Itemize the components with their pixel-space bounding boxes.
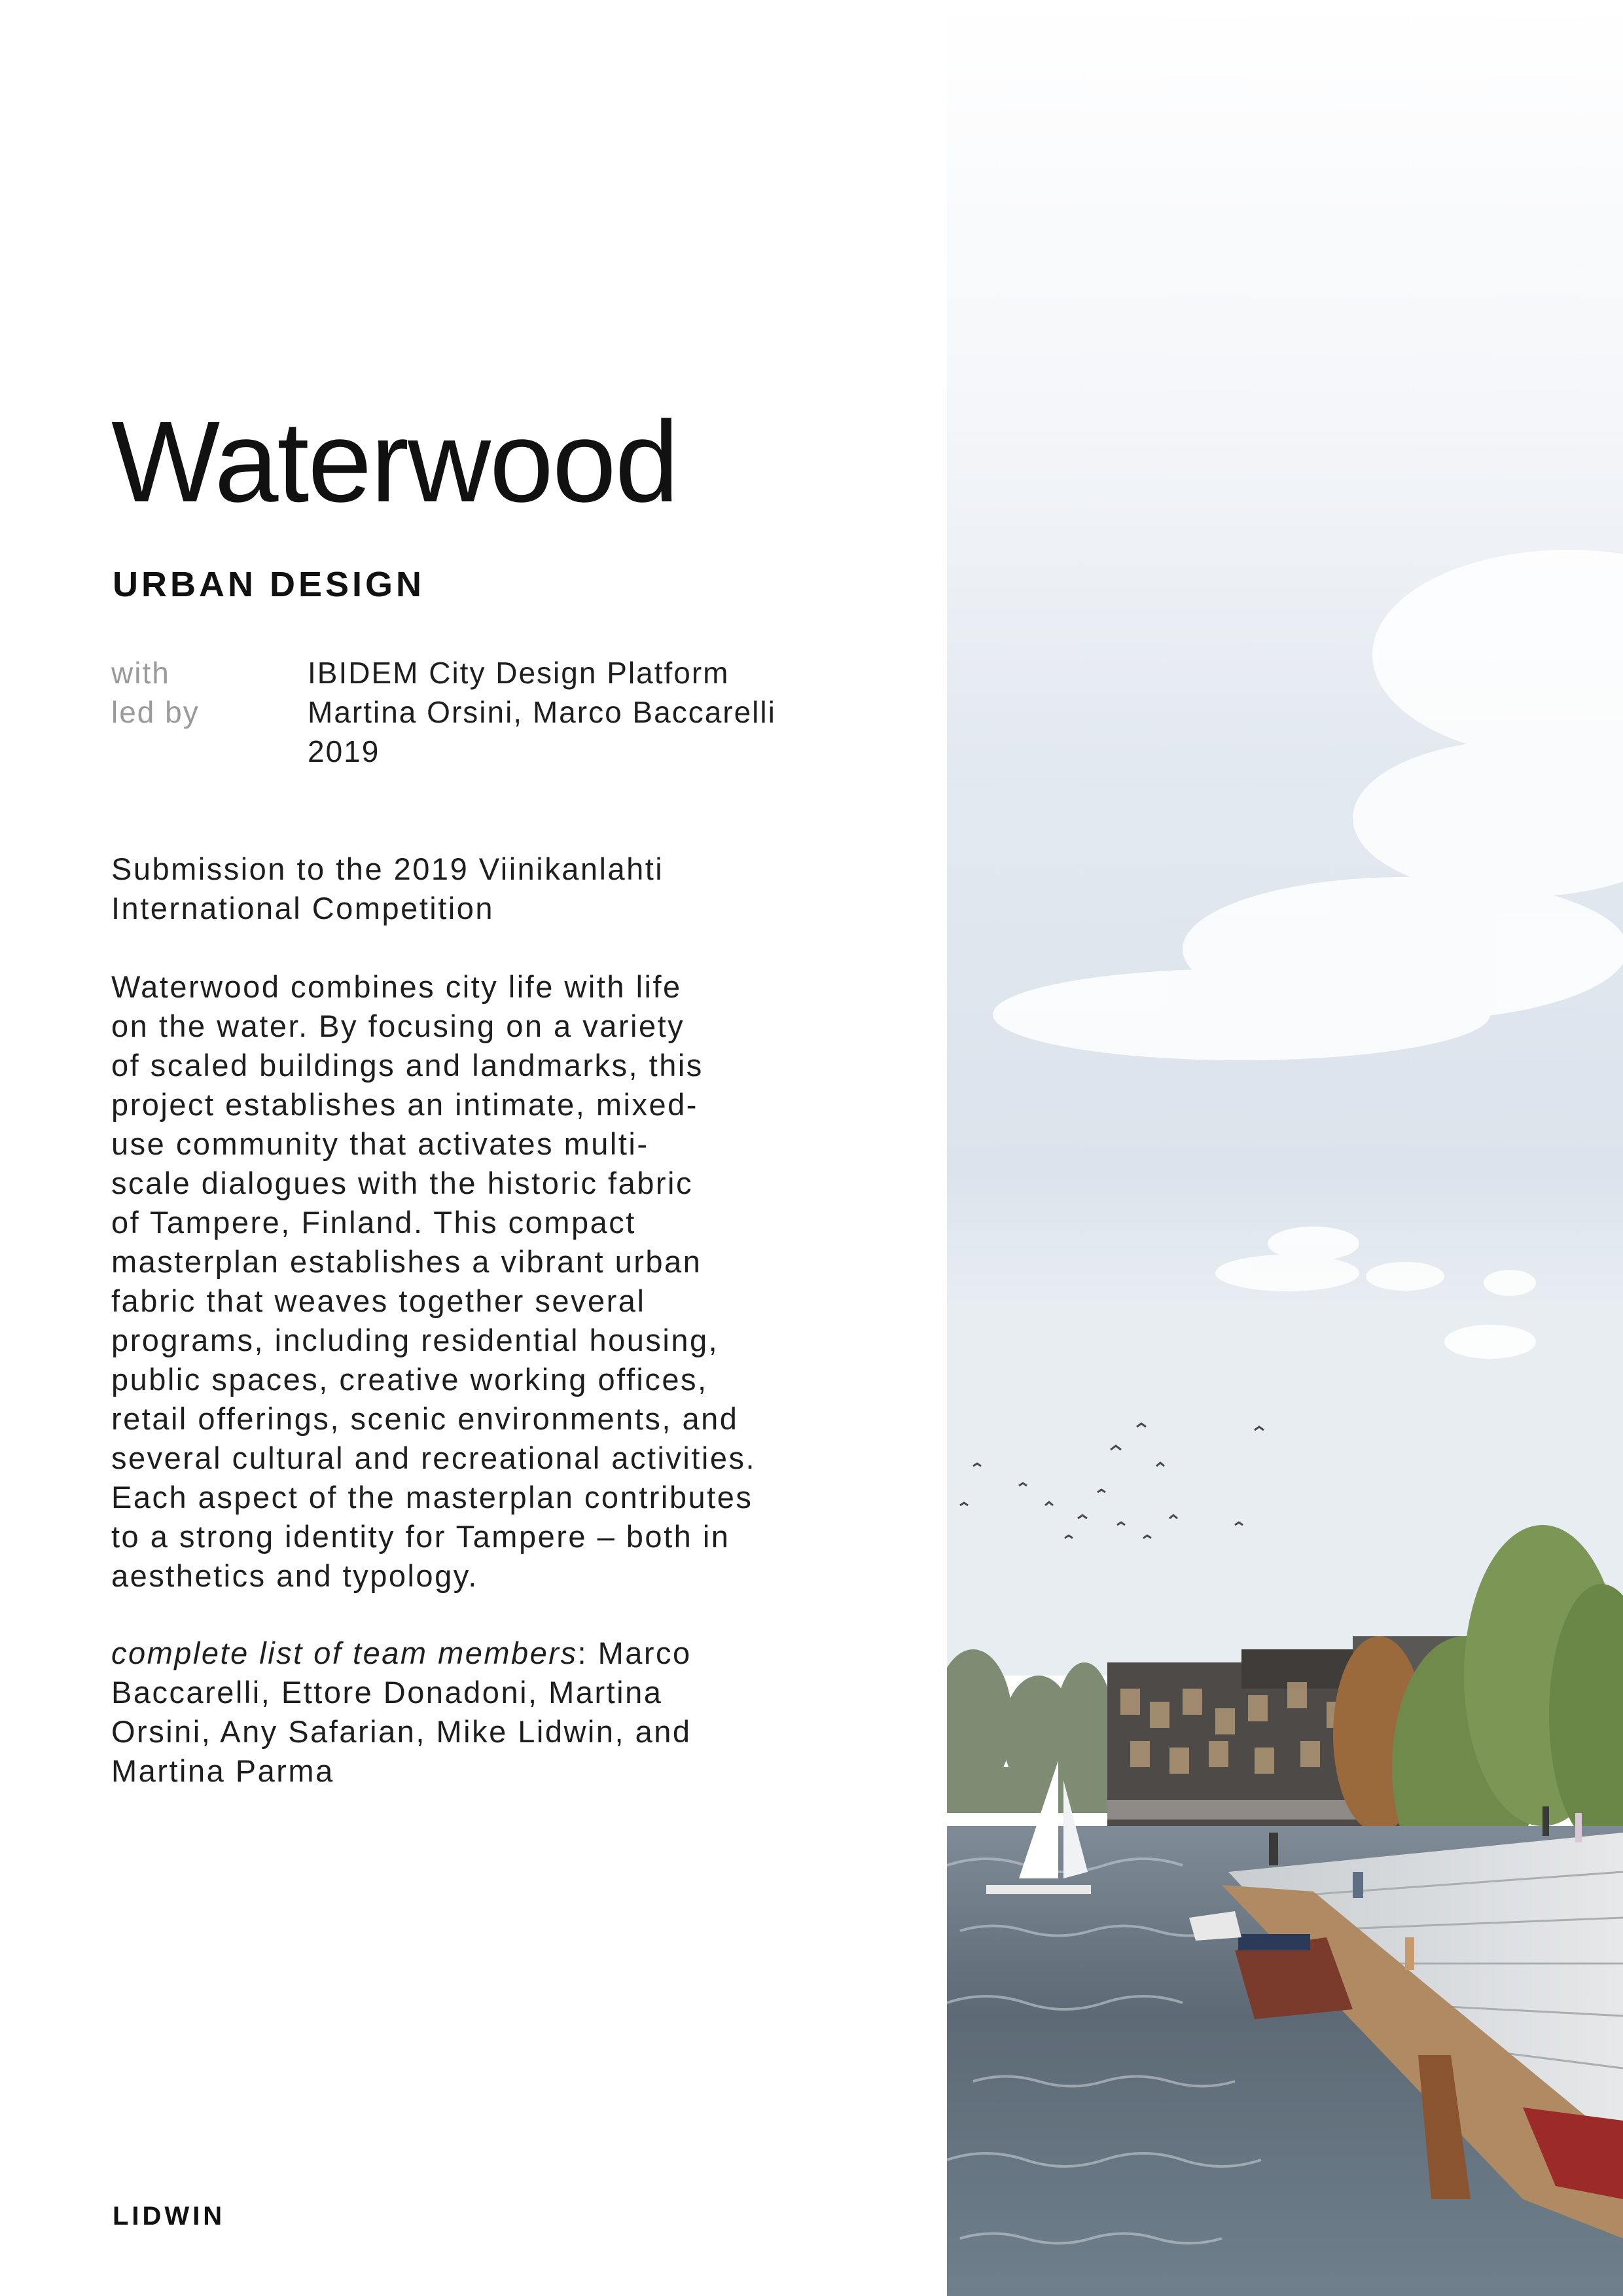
credits-values [308,653,776,771]
text-column [111,0,916,2296]
footer-brand: LIDWIN [113,2202,226,2231]
render-illustration [947,0,1623,2296]
team-members-text [111,1634,818,1791]
project-category: URBAN DESIGN [113,565,425,604]
credit-label-led-by: led by [111,695,200,729]
submission-text: Submission to the 2019 Viinikanlahti International Competition [111,852,664,925]
credit-leaders: Martina Orsini, Marco Baccarelli [308,695,776,729]
team-members-list: : Marco Baccarelli, Ettore Donadoni, Martina Orsini, Any Safarian, Mike Lidwin, and Martina Parma [111,1636,692,1788]
project-description: Waterwood combines city life with life on the water. By focusing on a variety of scaled buildings and landmarks, this project establishes an intimate, mixed- use community that activates multi- scale dialogues with the historic fabric of Tampere, Finland. This compact masterplan establishes a vibrant urban fabric that weaves together several programs, including residential housing, public spaces, creative working offices, retail offerings, scenic environments, and several cultural and recreational activities. Each aspect of the masterplan contributes to a strong identity for Tampere – both in aesthetics and typology. [111,969,757,1593]
project-title: Waterwood [111,398,678,526]
credit-partner: IBIDEM City Design Platform [308,656,730,690]
team-members-label: complete list of team members [111,1636,578,1670]
credit-label-with: with [111,656,170,690]
credits-labels [111,653,200,771]
waterfront-render-image [947,0,1623,2296]
credit-year: 2019 [308,734,380,768]
credit-label-year [111,732,200,771]
